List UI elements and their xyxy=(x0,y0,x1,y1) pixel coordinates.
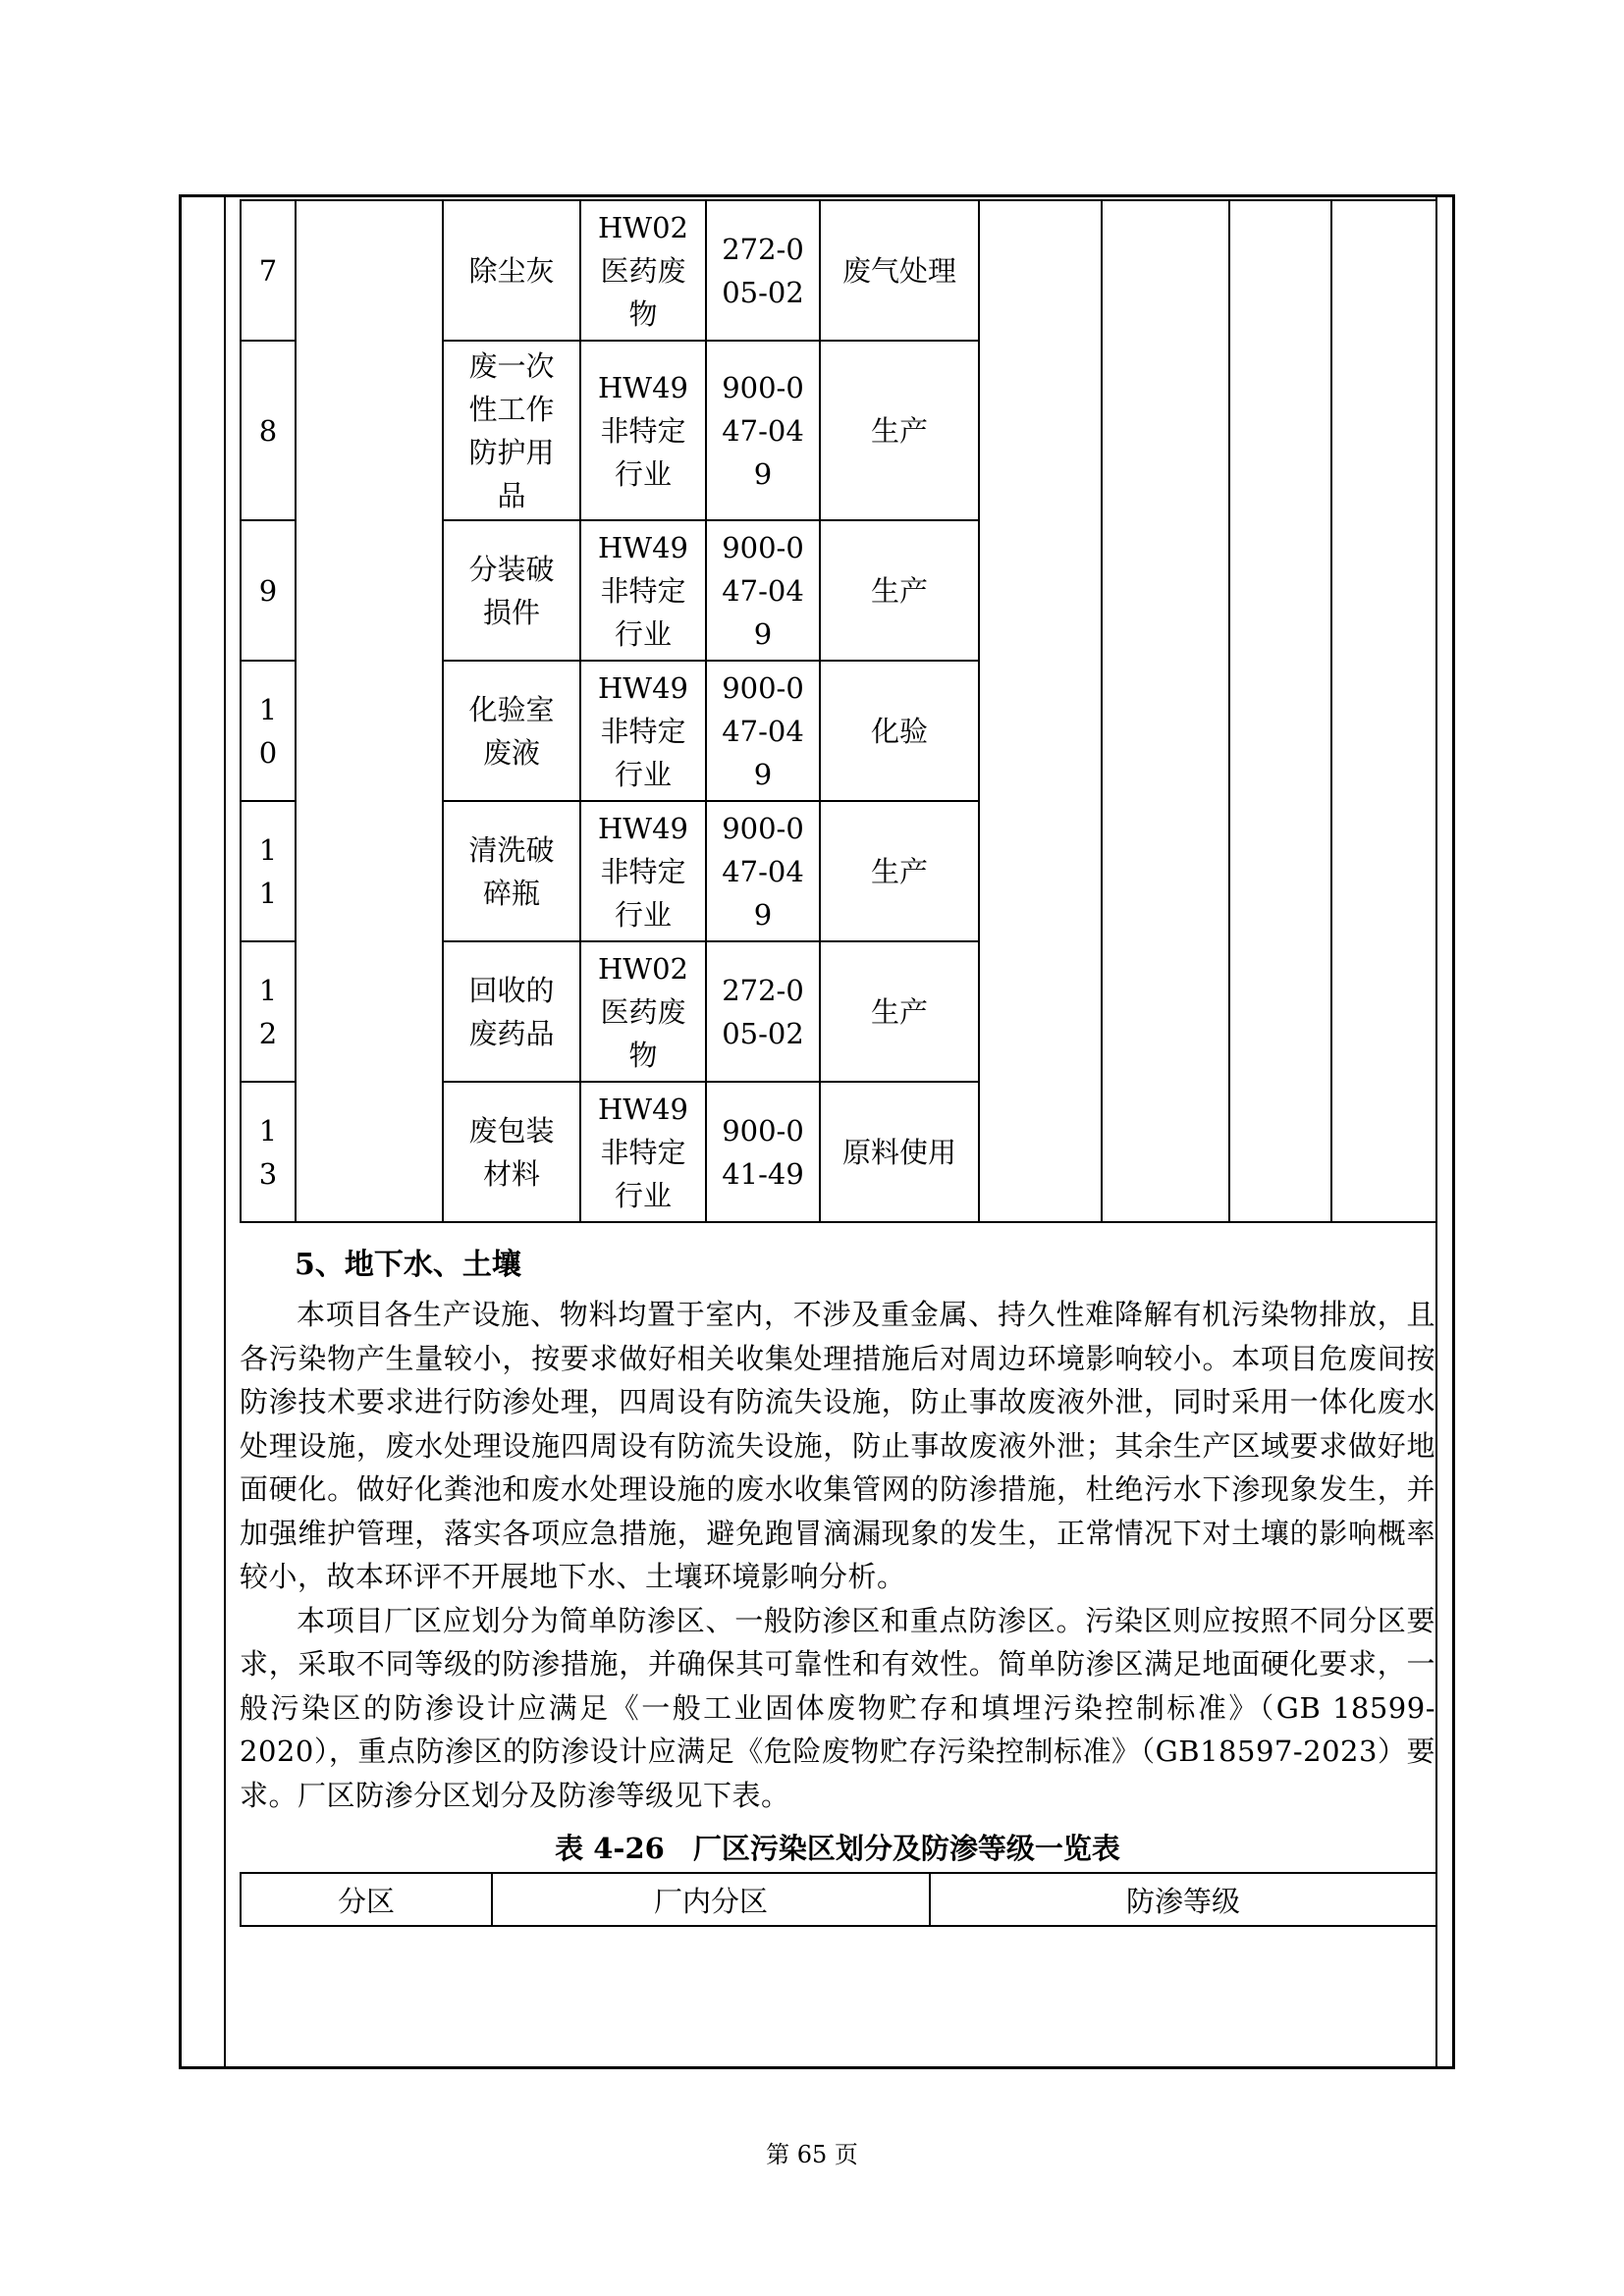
waste-category-text: HW02医药废物 xyxy=(597,210,688,331)
waste-source xyxy=(820,801,979,941)
waste-code-text: 272-005-02 xyxy=(722,973,804,1050)
waste-category-text: HW02医药废物 xyxy=(597,951,688,1072)
waste-source-text: 化验 xyxy=(870,714,928,748)
empty-cell-2 xyxy=(296,200,443,1222)
waste-source xyxy=(820,341,979,520)
waste-code xyxy=(706,661,820,801)
row-number xyxy=(241,941,296,1082)
waste-source-text: 生产 xyxy=(870,413,928,448)
waste-code xyxy=(706,200,820,341)
waste-code-text: 900-047-049 xyxy=(722,370,804,491)
waste-source xyxy=(820,200,979,341)
waste-source-text: 生产 xyxy=(870,994,928,1029)
zone-header-level: 防渗等级 xyxy=(930,1873,1436,1926)
waste-name xyxy=(443,661,580,801)
waste-source-text: 生产 xyxy=(870,573,928,608)
empty-cell-7 xyxy=(979,200,1102,1222)
waste-name xyxy=(443,520,580,661)
waste-code xyxy=(706,801,820,941)
row-number xyxy=(241,200,296,341)
table-row xyxy=(241,200,1436,341)
waste-name-text: 除尘灰 xyxy=(468,253,555,288)
waste-source-text: 原料使用 xyxy=(841,1135,956,1169)
waste-name xyxy=(443,941,580,1082)
waste-code xyxy=(706,341,820,520)
waste-code xyxy=(706,520,820,661)
waste-source xyxy=(820,661,979,801)
row-number-text: 10 xyxy=(258,692,278,770)
frame-left-inner-line xyxy=(224,194,226,2069)
waste-category-text: HW49非特定行业 xyxy=(597,530,688,651)
row-number-text: 11 xyxy=(258,832,278,910)
waste-name-text: 分装破损件 xyxy=(468,552,555,629)
row-number xyxy=(241,1082,296,1222)
waste-code-text: 272-005-02 xyxy=(722,232,804,309)
table-caption: 表 4-26 厂区污染区划分及防渗等级一览表 xyxy=(555,1832,1120,1865)
waste-source-text: 废气处理 xyxy=(841,253,956,288)
row-number xyxy=(241,520,296,661)
waste-category-text: HW49非特定行业 xyxy=(597,670,688,791)
waste-category xyxy=(580,941,706,1082)
waste-name-text: 废一次性工作防护用品 xyxy=(468,348,555,512)
empty-cell-9 xyxy=(1229,200,1331,1222)
zone-header-area: 厂内分区 xyxy=(492,1873,930,1926)
waste-name xyxy=(443,801,580,941)
waste-category-text: HW49非特定行业 xyxy=(597,1092,688,1212)
waste-category-text: HW49非特定行业 xyxy=(597,370,688,491)
waste-code-text: 900-041-49 xyxy=(722,1113,804,1191)
waste-code-text: 900-047-049 xyxy=(722,530,804,651)
row-number xyxy=(241,801,296,941)
row-number-text: 13 xyxy=(258,1113,278,1191)
row-number xyxy=(241,341,296,520)
waste-category xyxy=(580,341,706,520)
waste-category xyxy=(580,200,706,341)
waste-name-text: 废包装材料 xyxy=(468,1113,555,1191)
row-number xyxy=(241,661,296,801)
zone-table-header-row xyxy=(241,1873,1436,1926)
waste-category-text: HW49非特定行业 xyxy=(597,811,688,932)
waste-source-text: 生产 xyxy=(870,854,928,888)
waste-name xyxy=(443,200,580,341)
section-heading: 5、地下水、土壤 xyxy=(295,1248,521,1282)
waste-name-text: 化验室废液 xyxy=(468,692,555,770)
waste-category xyxy=(580,801,706,941)
row-number-text: 8 xyxy=(258,413,278,448)
waste-name-text: 清洗破碎瓶 xyxy=(468,832,555,910)
empty-cell-8 xyxy=(1102,200,1229,1222)
empty-cell-10 xyxy=(1331,200,1436,1222)
main-content xyxy=(240,1232,1435,1927)
waste-name xyxy=(443,341,580,520)
waste-code xyxy=(706,941,820,1082)
zone-header-zone: 分区 xyxy=(241,1873,492,1926)
row-number-text: 9 xyxy=(258,573,278,608)
waste-code xyxy=(706,1082,820,1222)
waste-code-text: 900-047-049 xyxy=(722,811,804,932)
waste-category xyxy=(580,661,706,801)
paragraph-zoning: 本项目厂区应划分为简单防渗区、一般防渗区和重点防渗区。污染区则应按照不同分区要求，采取不同等级的防渗措施，并确保其可靠性和有效性。简单防渗区满足地面硬化要求，一般污染区的防渗设计应满足《一般工业固体废物贮存和填埋污染控制标准》（GB 18599-2020），重点防渗区的防渗设计应满足《危险废物贮存污染控制标准》（GB18597-2023）要求。厂区防渗分区划分及防渗等级见下表。 xyxy=(240,1603,1435,1812)
waste-source xyxy=(820,941,979,1082)
hazardous-waste-table xyxy=(240,199,1437,1223)
waste-code-text: 900-047-049 xyxy=(722,670,804,791)
row-number-text: 12 xyxy=(258,973,278,1050)
waste-name-text: 回收的废药品 xyxy=(468,973,555,1050)
waste-name xyxy=(443,1082,580,1222)
zone-table xyxy=(240,1872,1437,1927)
paragraph-groundwater: 本项目各生产设施、物料均置于室内，不涉及重金属、持久性难降解有机污染物排放，且各污染物产生量较小，按要求做好相关收集处理措施后对周边环境影响较小。本项目危废间按防渗技术要求进行防渗处理，四周设有防流失设施，防止事故废液外泄，同时采用一体化废水处理设施，废水处理设施四周设有防流失设施，防止事故废液外泄；其余生产区域要求做好地面硬化。做好化粪池和废水处理设施的废水收集管网的防渗措施，杜绝污水下渗现象发生，并加强维护管理，落实各项应急措施，避免跑冒滴漏现象的发生，正常情况下对土壤的影响概率较小，故本环评不开展地下水、土壤环境影响分析。 xyxy=(240,1298,1435,1593)
page-number: 第 65 页 xyxy=(766,2141,858,2168)
waste-category xyxy=(580,520,706,661)
waste-source xyxy=(820,1082,979,1222)
waste-category xyxy=(580,1082,706,1222)
waste-source xyxy=(820,520,979,661)
row-number-text: 7 xyxy=(258,253,278,288)
